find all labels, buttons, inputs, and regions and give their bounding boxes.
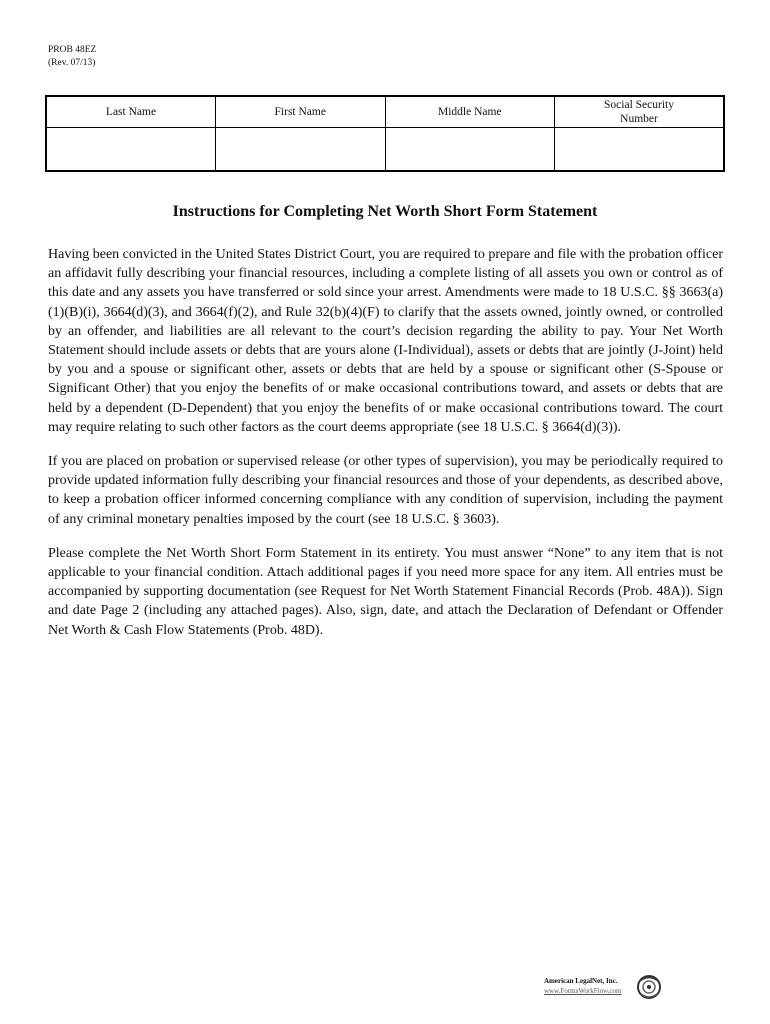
paragraph-supervision: If you are placed on probation or supervised release (or other types of supervision), you may be periodically required to provide updated information fully describing your financial resources and those of your dependents, as described above, to keep a probation officer informed concerning compliance with any condition of supervision, including the payment of any criminal monetary penalties imposed by the court (see 18 U.S.C. § 3603). [48,454,723,527]
last-name-header: Last Name [46,96,216,128]
form-identifier [48,44,96,70]
page-title: Instructions for Completing Net Worth Short Form Statement [172,203,598,220]
form-number: PROB 48EZ [48,45,97,55]
paragraph-conviction: Having been convicted in the United States District Court, you are required to prepare and file with the probation officer an affidavit fully describing your financial resources, including a complete listing of all assets you own or control as of this date and any assets you have transferred or sold since your arrest. Amendments were made to 18 U.S.C. §§ 3663(a)(1)(B)(i), 3664(d)(3), and 3664(f)(2), and Rule 32(b)(4)(F) to clarify that the assets owned, jointly owned, or controlled by an offender, and liabilities are all relevant to the court’s decision regarding the ability to pay. Your Net Worth Statement should include assets or debts that are yours alone (I-Individual), assets or debts that are jointly (J-Joint) held by you and a spouse or significant other, assets or debts that are held by a spouse or significant other (S-Spouse or Significant Other) that you enjoy the benefits of or make occasional contributions toward, and assets or debts that are held by a dependent (D-Dependent) that you enjoy the benefits of or make occasional contributions toward. The court may require relating to such other factors as the court deems appropriate (see 18 U.S.C. § 3664(d)(3)). [48,247,723,435]
ssn-header-label: Social Security Number [604,99,674,125]
last-name-field[interactable] [46,128,216,172]
middle-name-field[interactable] [385,128,555,172]
ssn-field[interactable] [555,128,725,172]
middle-name-header: Middle Name [385,96,555,128]
publisher-name: American LegalNet, Inc. [544,977,618,985]
globe-logo-icon [636,972,662,1002]
first-name-field[interactable] [216,128,386,172]
paragraph-completion: Please complete the Net Worth Short Form Statement in its entirety. You must answer “None” to any item that is not applicable to your financial condition. Attach additional pages if you need more space for any item. All entries must be accompanied by supporting documentation (see Request for Net Worth Statement Financial Records (Prob. 48A)). Sign and date Page 2 (including any attached pages). Also, sign, date, and attach the Declaration of Defendant or Offender Net Worth & Cash Flow Statements (Prob. 48D). [48,545,723,638]
name-ssn-table [45,95,725,172]
first-name-header: First Name [216,96,386,128]
publisher-footer [540,972,662,1002]
instructions-body [48,245,723,655]
ssn-header [555,96,725,128]
form-revision: (Rev. 07/13) [48,58,96,68]
publisher-url[interactable]: www.FormsWorkFlow.com [544,987,622,995]
